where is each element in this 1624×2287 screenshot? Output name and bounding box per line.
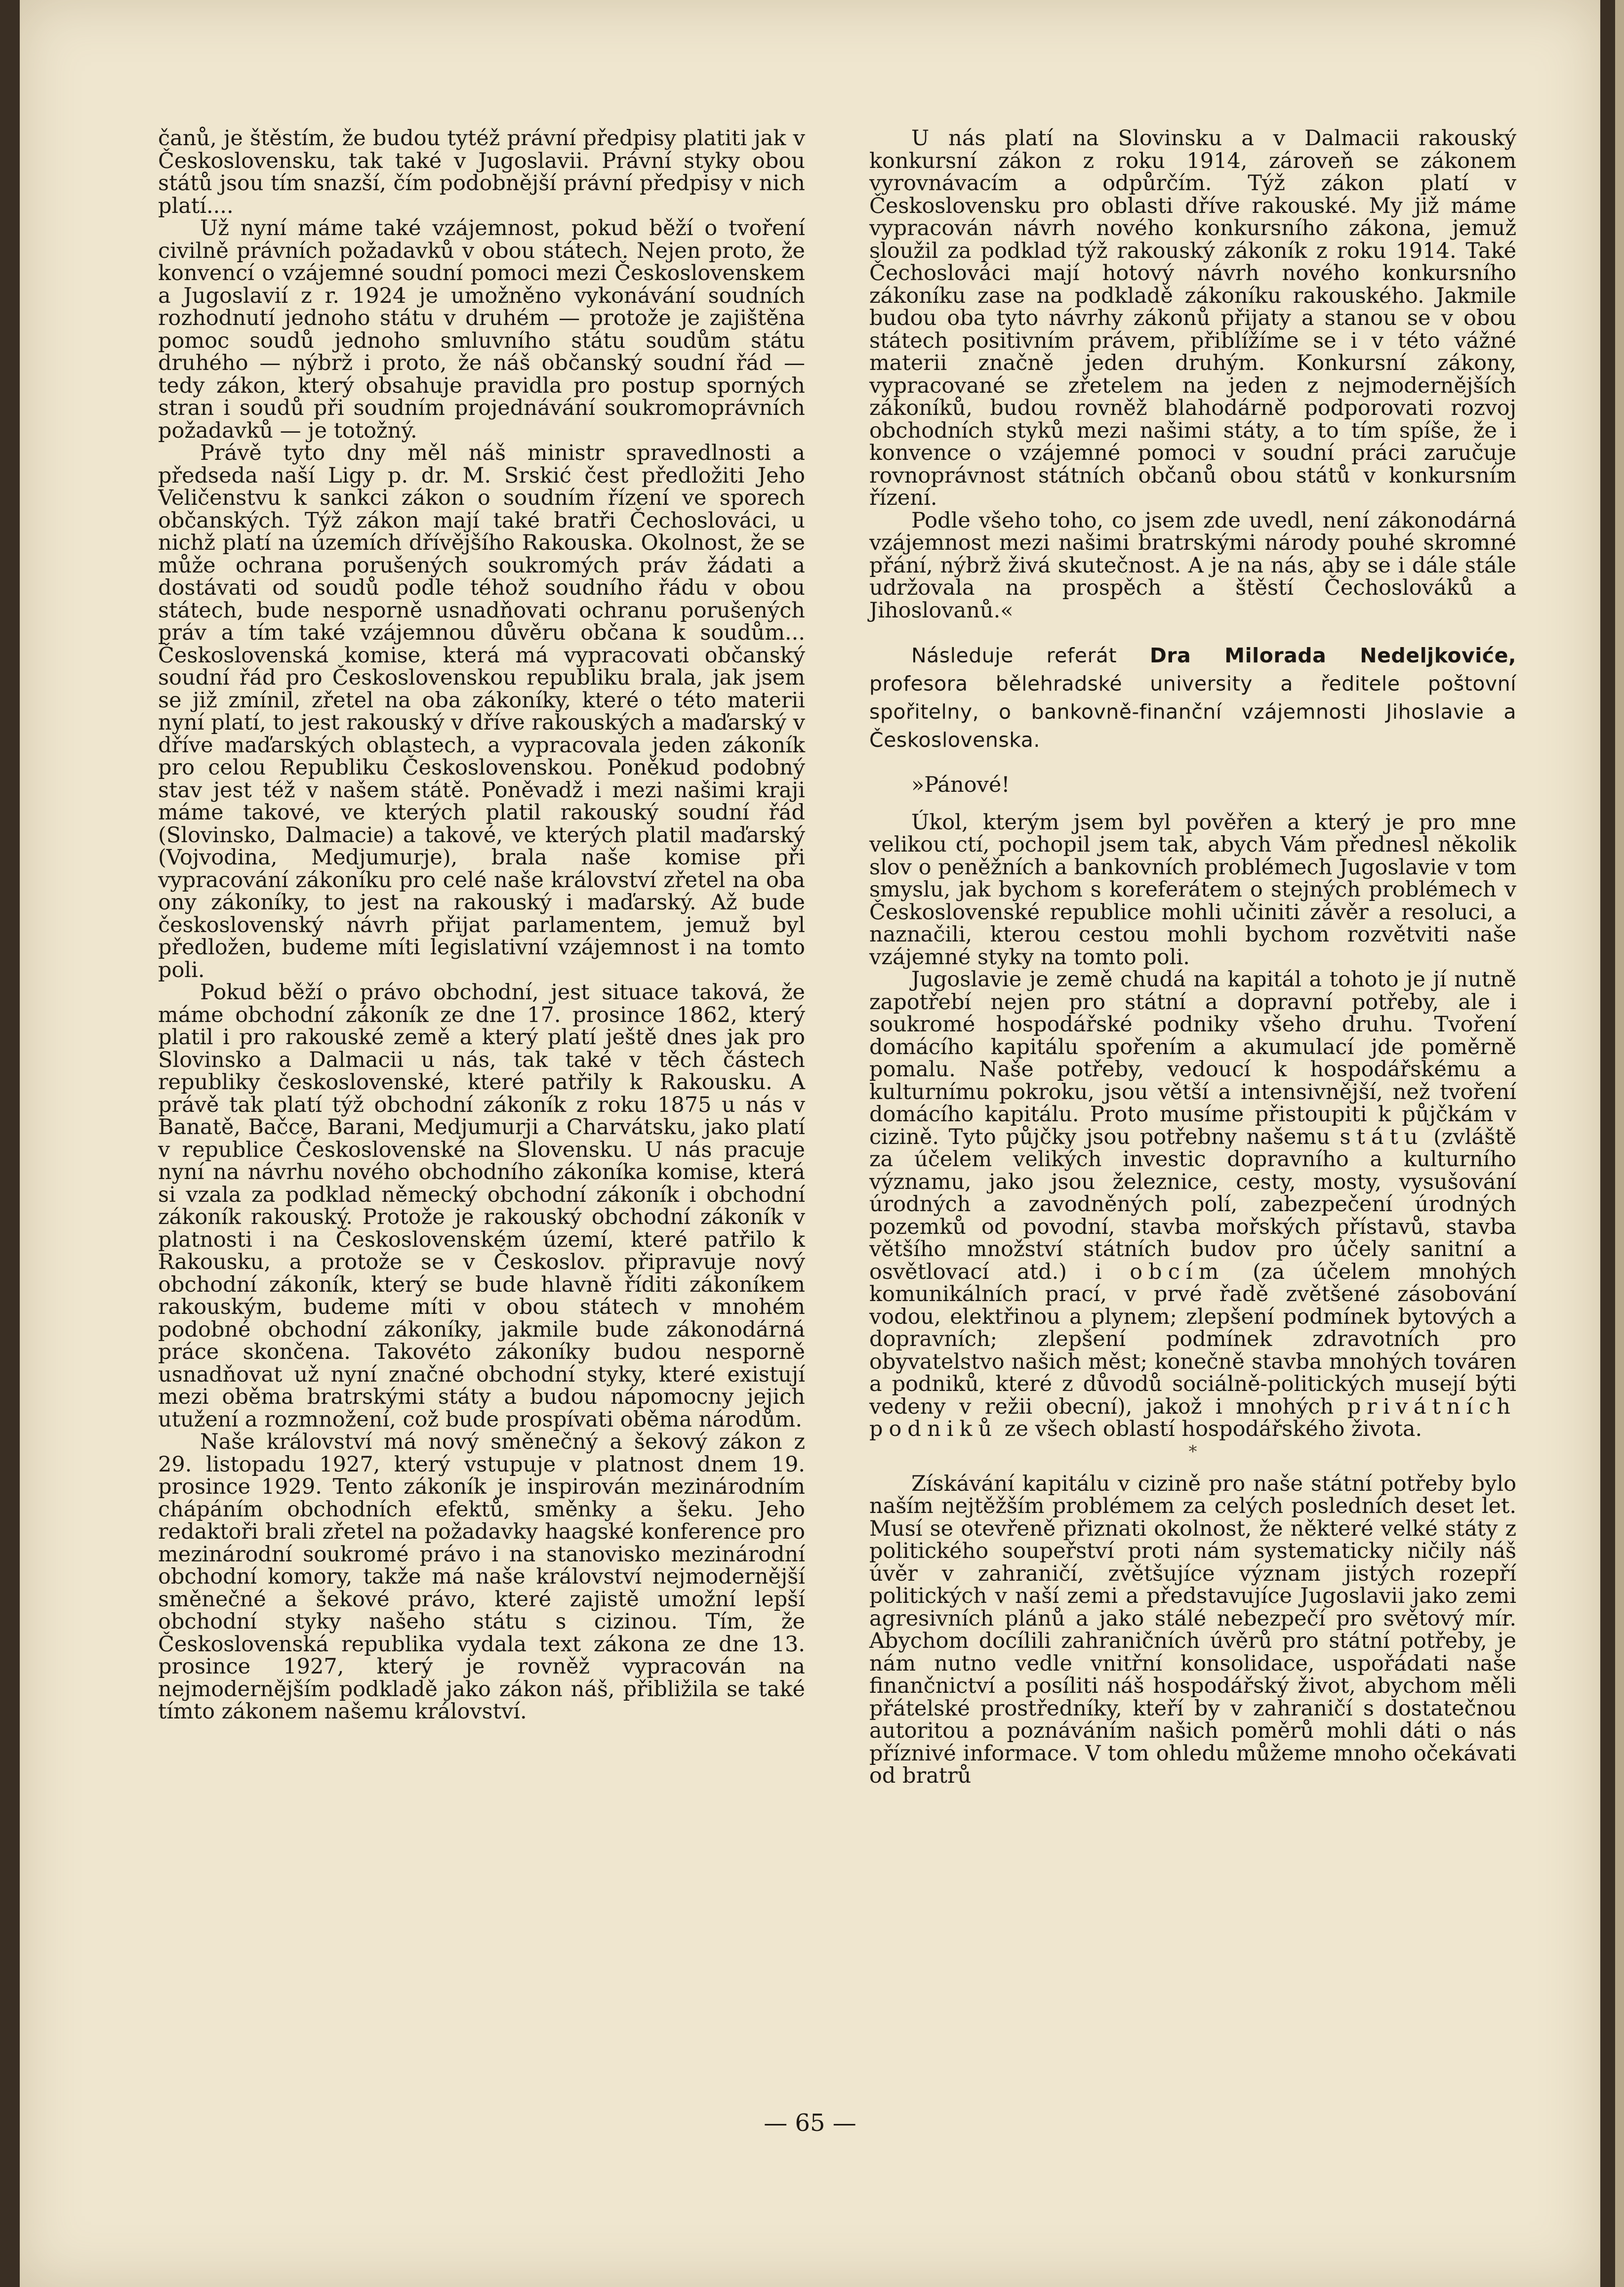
paragraph: Získávání kapitálu v cizině pro naše státní potřeby bylo naším nejtěžším problémem za celých posledních deset let. Musí se otevřeně přiznati okolnost, že některé velké státy z politického soupeřství proti nám systematicky ničily náš úvěr v zahraničí, zvětšujíce význam jistých rozepří politických v naší zemi a představujíce Jugoslavii jako zemi agresivních plánů a jako stálé nebezpečí pro světový mír. Abychom docílili zahraničních úvěrů pro státní potřeby, je nám nutno vedle vnitřní konsolidace, uspořádati naše finančnictví a posíliti náš hospodářský život, abychom měli přátelské prostředníky, kteří by v zahraničí s dostatečnou autoritou a poznáváním našich poměrů mohli dáti o nás příznivé informace. V tom ohledu můžeme mnoho očekávati od bratrů [869, 1471, 1516, 1788]
speaker-name: Dra Milorada Nedeljkoviće, [1149, 644, 1516, 667]
paragraph: Úkol, kterým jsem byl pověřen a který je pro mne velikou ctí, pochopil jsem tak, abych Vám přednesl několik slov o peněžních a bankovních problémech Jugoslavie v tom smyslu, jak bychom s koreferátem o stejných problémech v Československé republice mohli učiniti závěr a resoluci, a naznačili, kterou cestou mohli bychom rozvětviti naše vzájemné styky na tomto poli. [869, 810, 1516, 970]
spaced-word: privátních podniků [869, 1394, 1516, 1441]
left-column [158, 127, 805, 1723]
page-edge [1615, 0, 1624, 2287]
spaced-word: obcím [1130, 1259, 1225, 1284]
paragraph: U nás platí na Slovinsku a v Dalmacii rakouský konkursní zákon z roku 1914, zároveň se zákonem vyrovnávacím a odpůrčím. Týž zákon platí v Československu pro oblasti dříve rakouské. My již máme vypracován návrh nového konkursního zákona, jemuž sloužil za podklad týž rakouský zákoník z roku 1914. Také Čechoslováci mají hotový návrh nového konkursního zákoníku zase na podkladě zákoníku rakouského. Jakmile budou oba tyto návrhy zákonů přijaty a stanou se v obou státech positivním právem, přiblížíme se i v této vážné materii značně jeden druhým. Konkursní zákony, vypracované se zřetelem na jeden z nejmodernějších zákoníků, budou rovněž blahodárně podporovati rozvoj obchodních styků mezi našimi státy, a to tím spíše, že i konvence o vzájemné pomoci v soudní práci zaručuje rovnoprávnost státních občanů obou států v konkursním řízení. [869, 126, 1516, 510]
paragraph: Právě tyto dny měl náš ministr spravedlnosti a předseda naší Ligy p. dr. M. Srskić čest předložiti Jeho Veličenstvu k sankci zákon o soudním řízení ve sporech občanských. Týž zákon mají také bratři Čechoslováci, u nichž platí na územích dřívějšího Rakouska. Okolnost, že se může ochrana porušených soukromých práv žádati a dostávati od soudů podle téhož soudního řádu v obou státech, bude nesporně usnadňovati ochranu porušených práv a tím také vzájemnou důvěru občana k soudům... Československá komise, která má vypracovati občanský soudní řád pro Československou republiku brala, jak jsem se již zmínil, zřetel na oba zákoníky, které o této materii nyní platí, to jest rakouský v dříve rakouských a maďarský v dříve maďarských oblastech, a vypracovala jeden zákoník pro celou Republiku Československou. Poněkud podobný stav jest též v našem státě. Poněvadž i mezi našimi kraji máme takové, ve kterých platil rakouský soudní řád (Slovinsko, Dalmacie) a takové, ve kterých platil maďarský (Vojvodina, Medjumurje), brala naše komise při vypracování zákoníku pro celé naše království zřetel na oba ony zákoníky, to jest na rakouský i maďarský. Až bude československý návrh přijat parlamentem, jemuž byl předložen, budeme míti legislativní vzájemnost i na tomto poli. [158, 441, 805, 982]
page [20, 0, 1600, 2287]
speaker-introduction: Následuje referát Dra Milorada Nedeljkoviće, profesora bělehradské university a ředitele poštovní spořitelny, o bankovně-finanční vzájemnosti Jihoslavie a Československa. [869, 644, 1516, 752]
paragraph: čanů, je štěstím, že budou tytéž právní předpisy platiti jak v Československu, tak také v Jugoslavii. Právní styky obou států jsou tím snazší, čím podobnější právní předpisy v nich platí.... [158, 126, 805, 218]
paragraph: Jugoslavie je země chudá na kapitál a tohoto je jí nutně zapotřebí nejen pro státní a dopravní potřeby, ale i soukromé hospodářské podniky všeho druhu. Tvoření domácího kapitálu spořením a akumulací jde poměrně pomalu. Naše potřeby, vedoucí k hospodářskému a kulturnímu pokroku, jsou větší a intensivnější, než tvoření domácího kapitálu. Proto musíme přistoupiti k půjčkám v cizině. Tyto půjčky jsou potřebny našemu státu (zvláště za účelem velikých investic dopravního a kulturního významu, jako jsou železnice, cesty, mosty, vysušování úrodných a zavodněných polí, zabezpečení úrodných pozemků od povodní, stavba mořských přístavů, stavba většího množství státních budov pro účely sanitní a osvětlovací atd.) i obcím (za účelem mnohých komunikálních prací, v prvé řadě zvětšené zásobování vodou, elektřinou a plynem; zlepšení podmínek bytových a dopravních; zlepšení podmínek zdravotních pro obyvatelstvo našich měst; konečně stavba mnohých továren a podniků, které z důvodů sociálně-politických musejí býti vedeny v režii obecní), jakož i mnohých privátních podniků ze všech oblastí hospodářského života. [869, 967, 1516, 1441]
right-column [869, 127, 1516, 1788]
closing-paragraph: Podle všeho toho, co jsem zde uvedl, není zákonodárná vzájemnost mezi našimi bratrskými národy pouhé skromné přání, nýbrž živá skutečnost. A je na nás, aby se i dále stále udržovala na prospěch a štěstí Čechoslováků a Jihoslovanů.« [869, 508, 1516, 623]
salutation: »Pánové! [911, 773, 1010, 797]
spaced-word: státu [1340, 1124, 1424, 1149]
paragraph: Pokud běží o právo obchodní, jest situace taková, že máme obchodní zákoník ze dne 17. prosince 1862, který platil i pro rakouské země a který platí ještě dnes jak pro Slovinsko a Dalmacii u nás, tak také v těch částech republiky československé, které patřily k Rakousku. A právě tak platí týž obchodní zákoník z roku 1875 u nás v Banatě, Bačce, Barani, Medjumurji a Charvátsku, jako platí v republice Československé na Slovensku. U nás pracuje nyní na návrhu nového obchodního zákoníka komise, která si vzala za podklad německý obchodní zákoník i obchodní zákoník rakouský. Protože je rakouský obchodní zákoník v platnosti i na Československém území, které patřilo k Rakousku, a protože se v Českoslov. připravuje nový obchodní zákoník, který se bude hlavně říditi zákoníkem rakouským, budeme míti v obou státech v mnohém podobné obchodní zákoníky, jakmile bude zákonodárná práce skončena. Takovéto zákoníky budou nesporně usnadňovat už nyní značné obchodní styky, které existují mezi oběma bratrskými státy a budou nápomocny jejich utužení a rozmnožení, což bude prospívati oběma národům. [158, 980, 805, 1432]
section-separator: * [1188, 1441, 1197, 1462]
page-number: — 65 — [764, 2109, 856, 2137]
paragraph: Už nyní máme také vzájemnost, pokud běží o tvoření civilně právních požadavků v obou státech. Nejen proto, že konvencí o vzájemné soudní pomoci mezi Československem a Jugoslavií z r. 1924 je umožněno vykonávání soudních rozhodnutí jednoho státu v druhém — protože je zajištěna pomoc soudů jednoho smluvního státu soudům státu druhého — nýbrž i proto, že náš občanský soudní řád — tedy zákon, který obsahuje pravidla pro postup sporných stran i soudů při soudním projednávání soukromoprávních požadavků — je totožný. [158, 216, 805, 443]
paragraph: Naše království má nový směnečný a šekový zákon z 29. listopadu 1927, který vstupuje v platnost dnem 19. prosince 1929. Tento zákoník je inspirován mezinárodním chápáním obchodních efektů, směnky a šeku. Jeho redaktoři brali zřetel na požadavky haagské konference pro mezinárodní soukromé právo i na stanovisko mezinárodní obchodní komory, takže má naše království nejmodernější směnečné a šekové právo, které zajistě umožní lepší obchodní styky našeho státu s cizinou. Tím, že Československá republika vydala text zákona ze dne 13. prosince 1927, který je rovněž vypracován na nejmodernějším podkladě jako zákon náš, přibližila se také tímto zákonem našemu království. [158, 1429, 805, 1724]
